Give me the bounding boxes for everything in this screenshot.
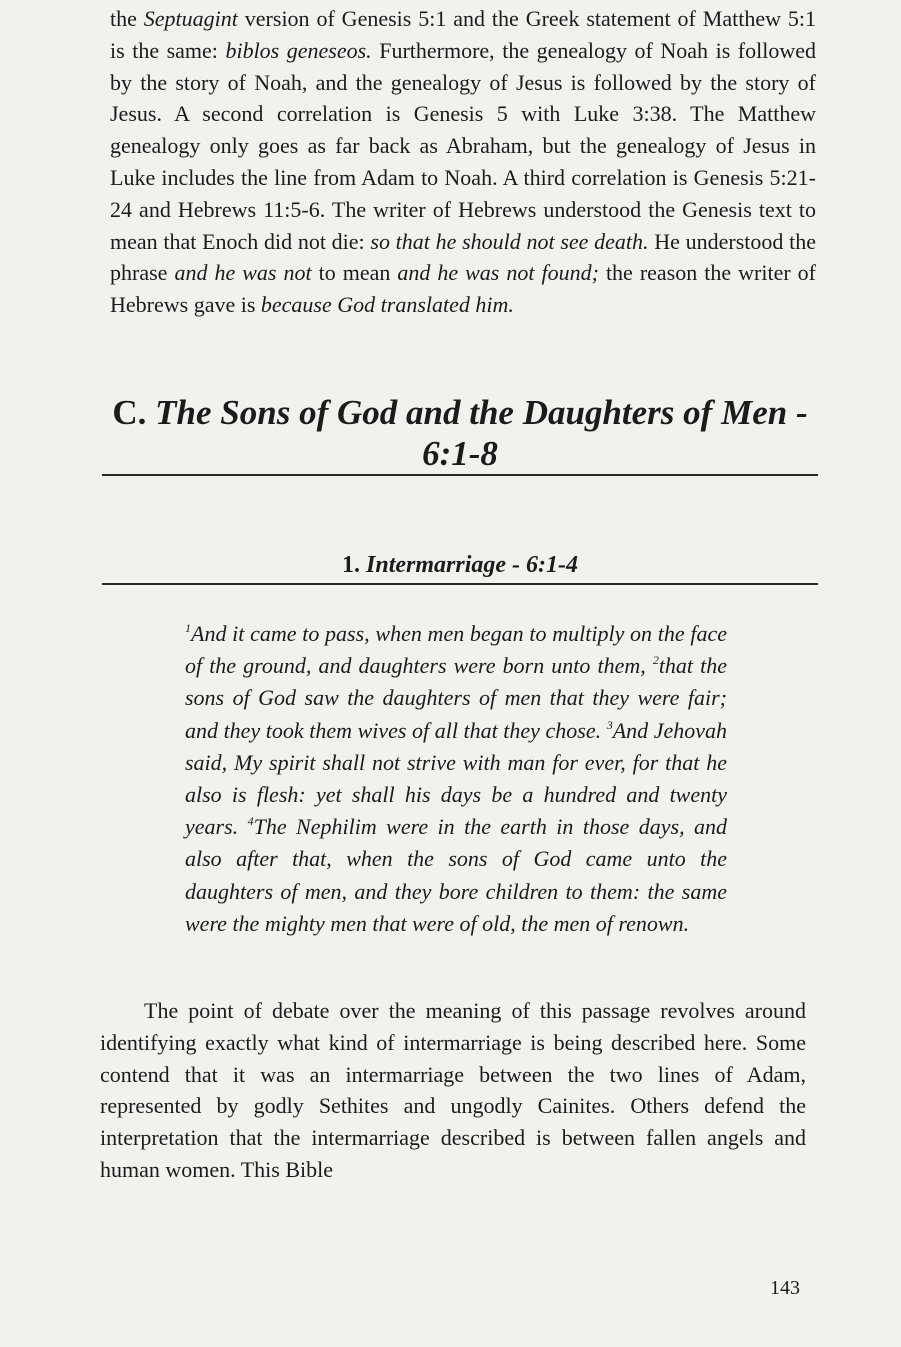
verse-text: The Nephilim were in the earth in those days, and also after that, when the sons of God came unto the daughters of men, and they bore children to them: the same were the mighty men that were of old, the men of renown. <box>185 814 728 936</box>
verse-text: And it came to pass, when men began to multiply on the face of the ground, and daughters were born unto them, <box>185 621 727 679</box>
section-letter: C. <box>112 393 147 432</box>
verse-number: 2 <box>652 653 659 668</box>
verse-text: that the sons of God saw the daughters of men that they were fair; and they took them wives of all that they chose. <box>185 653 727 743</box>
verse-text: And Jehovah said, My spirit shall not strive with man for ever, for that he also is flesh: yet shall his days be a hundred and twenty years. <box>185 717 727 840</box>
subsection-number: 1. <box>342 552 360 578</box>
verse-number: 1 <box>185 621 191 635</box>
subsection-heading <box>102 550 818 580</box>
section-heading-rule <box>102 474 818 476</box>
subsection-heading-rule <box>102 583 818 585</box>
verse-number: 4 <box>247 814 254 829</box>
page-number: 143 <box>770 1277 800 1299</box>
verse-number: 3 <box>606 717 613 732</box>
section-heading <box>102 392 818 474</box>
subsection-title: Intermarriage - 6:1-4 <box>366 552 578 578</box>
top-paragraph: the Septuagint version of Genesis 5:1 and the Greek statement of Matthew 5:1 is the same: biblos geneseos. Furthermore, the genealogy of Noah is followed by the story of Noah, and the genealogy of Jesus is followed by the story of Jesus. A second correlation is Genesis 5 with Luke 3:38. The Matthew genealogy only goes as far back as Abraham, but the genealogy of Jesus in Luke includes the line from Adam to Noah. A third correlation is Genesis 5:21-24 and Hebrews 11:5-6. The writer of Hebrews understood the Genesis text to mean that Enoch did not die: so that he should not see death. He understood the phrase and he was not to mean and he was not found; the reason the writer of Hebrews gave is because God translated him. <box>110 6 816 318</box>
scripture-quote <box>185 618 727 940</box>
section-title: The Sons of God and the Daughters of Men - 6:1-8 <box>155 393 808 473</box>
bottom-paragraph: The point of debate over the meaning of this passage revolves around identifying exactly what kind of intermarriage is being described here. Some contend that it was an intermarriage between the two lines of Adam, represented by godly Sethites and ungodly Cainites. Others defend the interpretation that the intermarriage described is between fallen angels and human women. This Bible <box>100 998 806 1182</box>
